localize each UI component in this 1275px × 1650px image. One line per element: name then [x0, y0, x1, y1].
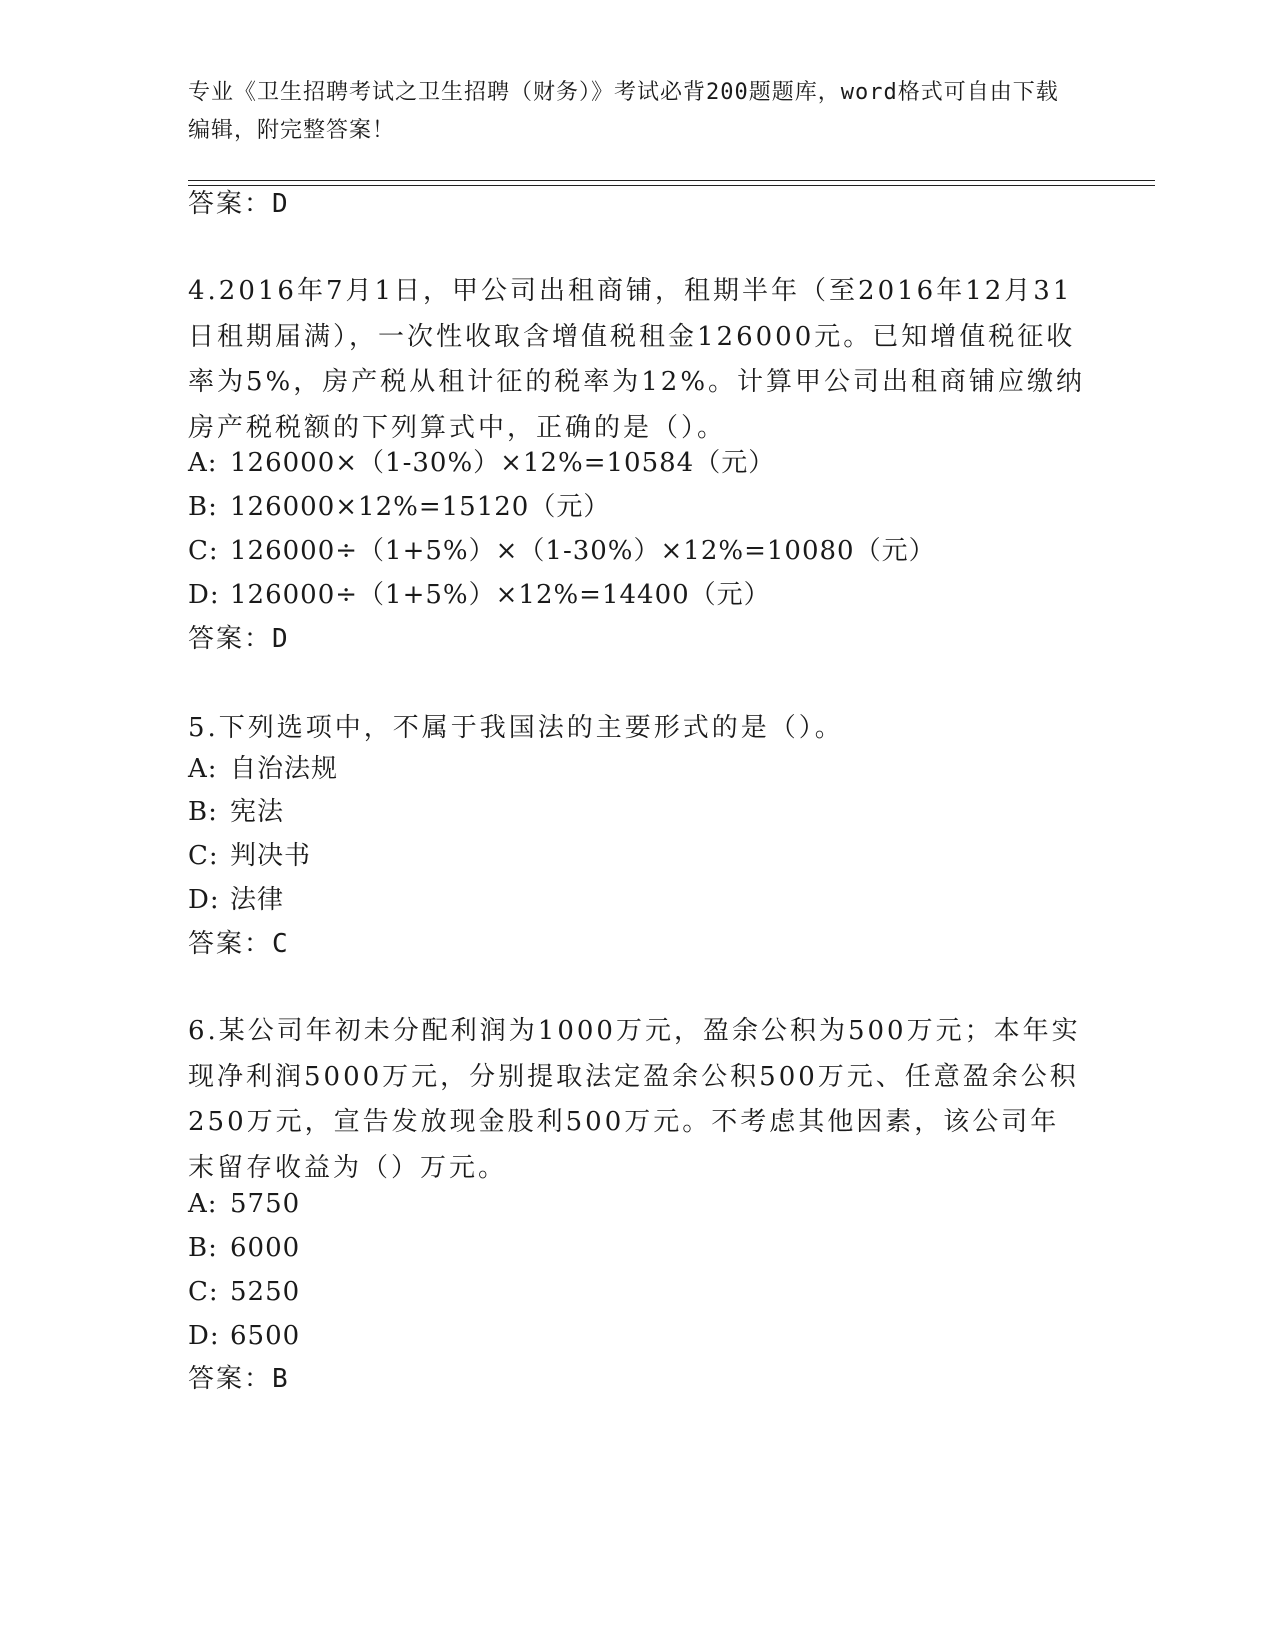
- header-divider: [188, 180, 1155, 186]
- option-text: 126000×12%=15120（元）: [230, 492, 611, 522]
- option-key: D:: [188, 580, 220, 610]
- option-text: 宪法: [230, 797, 285, 827]
- option-text: 6000: [230, 1233, 301, 1263]
- option-text: 5750: [230, 1189, 301, 1219]
- answer-value: C: [272, 929, 288, 959]
- question-4-stem: 4.2016年7月1日，甲公司出租商铺，租期半年（至2016年12月31日租期届满），一次性收取含增值税租金126000元。已知增值税征收率为5%，房产税从租计征的税率为12%。计算甲公司出租商铺应缴纳房产税税额的下列算式中，正确的是（）。: [188, 276, 1086, 443]
- answer-label: 答案：: [188, 1364, 273, 1394]
- answer-label: 答案：: [188, 929, 273, 959]
- answer-value: B: [272, 1364, 288, 1394]
- option-key: B:: [188, 492, 218, 522]
- option-text: 126000÷（1+5%）×（1-30%）×12%=10080（元）: [230, 536, 936, 566]
- option-key: D:: [188, 1321, 220, 1351]
- option-key: B:: [188, 1233, 218, 1263]
- question-6-option-d: [188, 1316, 300, 1356]
- option-key: C:: [188, 841, 219, 871]
- option-text: 6500: [230, 1321, 301, 1351]
- option-text: 126000÷（1+5%）×12%=14400（元）: [230, 580, 771, 610]
- option-key: A:: [188, 1189, 218, 1219]
- question-4-answer: [188, 619, 288, 659]
- question-5-option-a: [188, 749, 338, 789]
- option-key: D:: [188, 885, 220, 915]
- question-4-option-c: [188, 531, 936, 571]
- option-text: 自治法规: [230, 754, 339, 784]
- option-text: 126000×（1-30%）×12%=10584（元）: [230, 448, 776, 478]
- question-6-option-b: [188, 1228, 300, 1268]
- answer-value: D: [272, 189, 288, 219]
- option-key: B:: [188, 797, 218, 827]
- question-5-answer: [188, 924, 288, 964]
- option-text: 5250: [230, 1277, 301, 1307]
- question-5-option-c: [188, 836, 311, 876]
- option-key: C:: [188, 1277, 219, 1307]
- question-4-option-d: [188, 575, 771, 615]
- question-5-option-b: [188, 792, 284, 832]
- previous-answer: [188, 184, 288, 224]
- option-key: A:: [188, 448, 218, 478]
- question-6-answer: [188, 1359, 288, 1399]
- question-6-stem: 6.某公司年初未分配利润为1000万元，盈余公积为500万元；本年实现净利润5000万元，分别提取法定盈余公积500万元、任意盈余公积250万元，宣告发放现金股利500万元。不考虑其他因素，该公司年末留存收益为（）万元。: [188, 1016, 1081, 1183]
- question-4-option-b: [188, 487, 610, 527]
- document-header: 专业《卫生招聘考试之卫生招聘（财务）》考试必背200题题库，word格式可自由下载编辑，附完整答案！: [188, 80, 1059, 143]
- question-6-option-a: [188, 1184, 300, 1224]
- answer-label: 答案：: [188, 624, 273, 654]
- option-text: 判决书: [230, 841, 312, 871]
- question-6-option-c: [188, 1272, 300, 1312]
- option-text: 法律: [230, 885, 285, 915]
- question-5-option-d: [188, 880, 284, 920]
- option-key: C:: [188, 536, 219, 566]
- question-5-stem: 5.下列选项中，不属于我国法的主要形式的是（）。: [188, 713, 844, 743]
- question-4-option-a: [188, 443, 775, 483]
- option-key: A:: [188, 754, 218, 784]
- answer-value: D: [272, 624, 288, 654]
- answer-label: 答案：: [188, 189, 273, 219]
